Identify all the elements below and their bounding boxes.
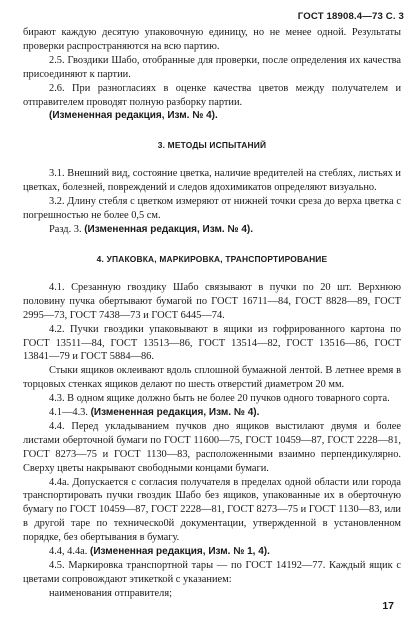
section-4-heading: 4. УПАКОВКА, МАРКИРОВКА, ТРАНСПОРТИРОВАНИЕ: [96, 253, 328, 264]
paragraph-stykes: Стыки ящиков оклеивают вдоль сплошной бумажной лентой. В летнее время в торцовых стенках ящиков делают по шесть отверстий диаметром 20 мм.: [23, 365, 401, 391]
revision-ref: 4.4, 4.4а.: [49, 546, 88, 558]
revision-4-1-4-3: [23, 406, 401, 420]
section-3-ref: Разд. 3.: [49, 223, 82, 235]
paragraph-4-4a: 4.4а. Допускается с согласия получателя в пределах одной области или города транспортировать пучки гвоздик Шабо без ящиков, упакованные их в оберточную бумагу по ГОСТ 10459—87, ГОСТ 2228—81, ГОСТ 8273—75 и ГОСТ 1130—83, или в другой таре по техническо0й документации, утвержденной в установленном порядке, без обертывания в бумагу.: [23, 476, 401, 544]
section-3-heading: 3. МЕТОДЫ ИСПЫТАНИЙ: [157, 140, 267, 151]
paragraph-4-5: 4.5. Маркировка транспортной тары — по ГОСТ 14192—77. Каждый ящик с цветами сопровождают этикеткой с указанием:: [23, 560, 401, 585]
revision-note: (Измененная редакция, Изм. № 4).: [84, 223, 253, 235]
revision-note: (Измененная редакция, Изм. № 1, 4).: [90, 546, 270, 558]
list-item-sender: наименования отправителя;: [49, 587, 172, 599]
paragraph-4-2: 4.2. Пучки гвоздики упаковывают в ящики из гофрированного картона по ГОСТ 13511—84, ГОСТ 13513—86, ГОСТ 13514—82, ГОСТ 13516—86, ГОСТ 13841—79 и ГОСТ 5884—86.: [23, 323, 401, 363]
revision-4-4: [23, 545, 401, 559]
revision-ref: 4.1—4.3.: [49, 407, 88, 419]
document-body: [23, 26, 401, 601]
paragraph-2-5: 2.5. Гвоздики Шабо, отобранные для проверки, после определения их качества присоединяют к партии.: [23, 54, 401, 80]
paragraph-4-4: 4.4. Перед укладыванием пучков дно ящиков выстилают двумя и более листами оберточной бумаги по ГОСТ 11600—75, ГОСТ 10459—87, ГОСТ 2228—81, ГОСТ 8273—75 и ГОСТ 1130—83, расположенными взаимно перпендикулярно. Сверху цветы накрывают свободными концами бумаги.: [23, 420, 401, 474]
paragraph-2-6: 2.6. При разногласиях в оценке качества цветов между получателем и отправителем проводят полную разборку партии.: [23, 82, 401, 108]
paragraph-continuation: бирают каждую десятую упаковочную единицу, но не менее одной. Результаты проверки распространяются на всю партию.: [23, 27, 401, 52]
revision-note: (Измененная редакция, Изм. № 4).: [90, 407, 260, 419]
paragraph-4-1: 4.1. Срезанную гвоздику Шабо связывают в пучки по 20 шт. Верхнюю половину пучка обертывают бумагой по ГОСТ 16711—84, ГОСТ 8828—89, ГОСТ 2995—73, ГОСТ 7438—73 и ГОСТ 6445—74.: [23, 281, 401, 321]
revision-note: (Измененная редакция, Изм. № 4).: [49, 110, 218, 122]
paragraph-3-2: 3.2. Длину стебля с цветком измеряют от нижней точки среза до верха цветка с погрешностью не более 0,5 см.: [23, 196, 401, 222]
running-header: ГОСТ 18908.4—73 С. 3: [297, 11, 404, 22]
paragraph-4-3: 4.3. В одном ящике должно быть не более 20 пучков одного товарного сорта.: [49, 393, 390, 405]
paragraph-3-1: 3.1. Внешний вид, состояние цветка, наличие вредителей на стеблях, листьях и цветках, болезней, повреждений и следов ядохимикатов определяют визуально.: [23, 168, 401, 194]
page-number: 17: [382, 600, 394, 612]
section-3-revision: [23, 223, 401, 237]
